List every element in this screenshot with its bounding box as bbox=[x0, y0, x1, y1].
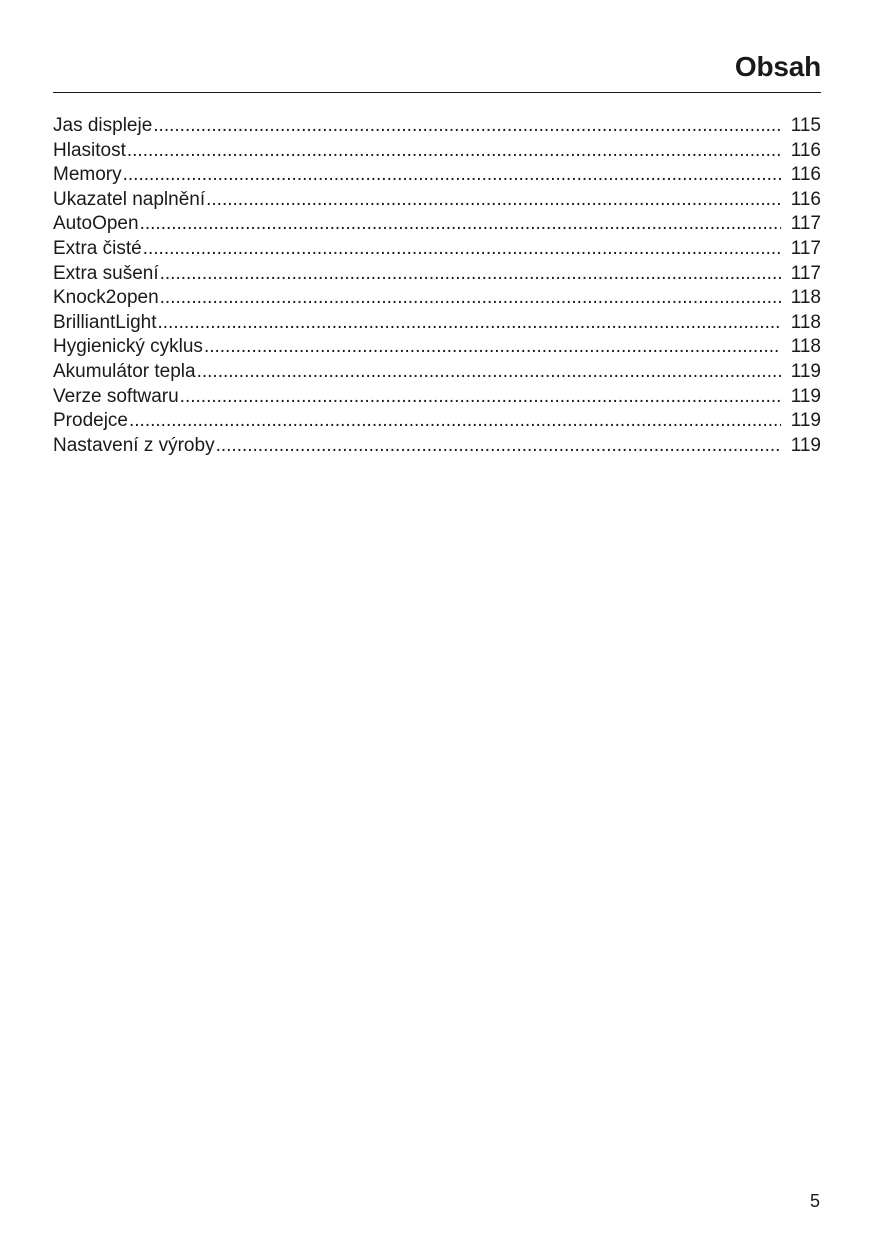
toc-entry-page: 117 bbox=[790, 213, 821, 235]
toc-entry-label: Prodejce bbox=[53, 410, 128, 432]
toc-entry-label: Knock2open bbox=[53, 287, 159, 309]
toc-dot-leader bbox=[127, 139, 781, 164]
toc-entry[interactable] bbox=[53, 286, 821, 311]
toc-entry-label: Akumulátor tepla bbox=[53, 360, 196, 382]
toc-entry-page: 116 bbox=[790, 139, 821, 161]
toc-dot-leader bbox=[140, 212, 781, 237]
toc-entry-label: AutoOpen bbox=[53, 213, 139, 235]
toc-dot-leader bbox=[204, 335, 781, 360]
toc-entry[interactable] bbox=[53, 237, 821, 262]
toc-entry-label: Memory bbox=[53, 164, 122, 186]
toc-entry-page: 119 bbox=[790, 410, 821, 432]
toc-entry[interactable] bbox=[53, 212, 821, 237]
toc-entry-page: 118 bbox=[790, 336, 821, 358]
toc-dot-leader bbox=[180, 385, 781, 410]
toc-entry-page: 119 bbox=[790, 434, 821, 456]
toc-entry-label: Hygienický cyklus bbox=[53, 336, 203, 358]
toc-entry[interactable] bbox=[53, 385, 821, 410]
toc-dot-leader bbox=[158, 311, 781, 336]
toc-entry[interactable] bbox=[53, 188, 821, 213]
toc-entry-page: 117 bbox=[790, 237, 821, 259]
toc-entry[interactable] bbox=[53, 163, 821, 188]
toc-entry-page: 117 bbox=[790, 262, 821, 284]
toc-entry-label: Extra sušení bbox=[53, 262, 159, 284]
toc-dot-leader bbox=[160, 286, 781, 311]
toc-entry-page: 118 bbox=[790, 287, 821, 309]
toc-entry[interactable] bbox=[53, 409, 821, 434]
toc-entry[interactable] bbox=[53, 262, 821, 287]
toc-dot-leader bbox=[206, 188, 781, 213]
page-header bbox=[53, 50, 821, 93]
toc-dot-leader bbox=[129, 409, 781, 434]
toc-entry[interactable] bbox=[53, 434, 821, 459]
toc-entry-page: 119 bbox=[790, 360, 821, 382]
table-of-contents bbox=[53, 114, 821, 458]
toc-entry-label: Hlasitost bbox=[53, 139, 126, 161]
toc-dot-leader bbox=[123, 163, 781, 188]
toc-entry[interactable] bbox=[53, 335, 821, 360]
toc-entry-label: Nastavení z výroby bbox=[53, 434, 215, 456]
toc-entry-label: Jas displeje bbox=[53, 115, 153, 136]
page-title: Obsah bbox=[734, 51, 821, 82]
toc-entry-label: Ukazatel naplnění bbox=[53, 188, 206, 210]
toc-entry-page: 118 bbox=[790, 311, 821, 333]
toc-dot-leader bbox=[153, 114, 780, 139]
toc-entry-page: 116 bbox=[790, 188, 821, 210]
toc-dot-leader bbox=[216, 434, 781, 459]
toc-entry-label: BrilliantLight bbox=[53, 311, 157, 333]
toc-entry[interactable] bbox=[53, 360, 821, 385]
toc-dot-leader bbox=[143, 237, 781, 262]
toc-entry-page: 119 bbox=[790, 385, 821, 407]
toc-entry[interactable] bbox=[53, 114, 821, 139]
toc-entry-page: 115 bbox=[790, 115, 821, 136]
toc-entry-label: Verze softwaru bbox=[53, 385, 179, 407]
toc-entry[interactable] bbox=[53, 311, 821, 336]
toc-entry-page: 116 bbox=[790, 164, 821, 186]
toc-dot-leader bbox=[160, 262, 781, 287]
toc-dot-leader bbox=[197, 360, 781, 385]
toc-entry[interactable] bbox=[53, 139, 821, 164]
page-number: 5 bbox=[809, 1191, 820, 1211]
toc-entry-label: Extra čisté bbox=[53, 237, 142, 259]
